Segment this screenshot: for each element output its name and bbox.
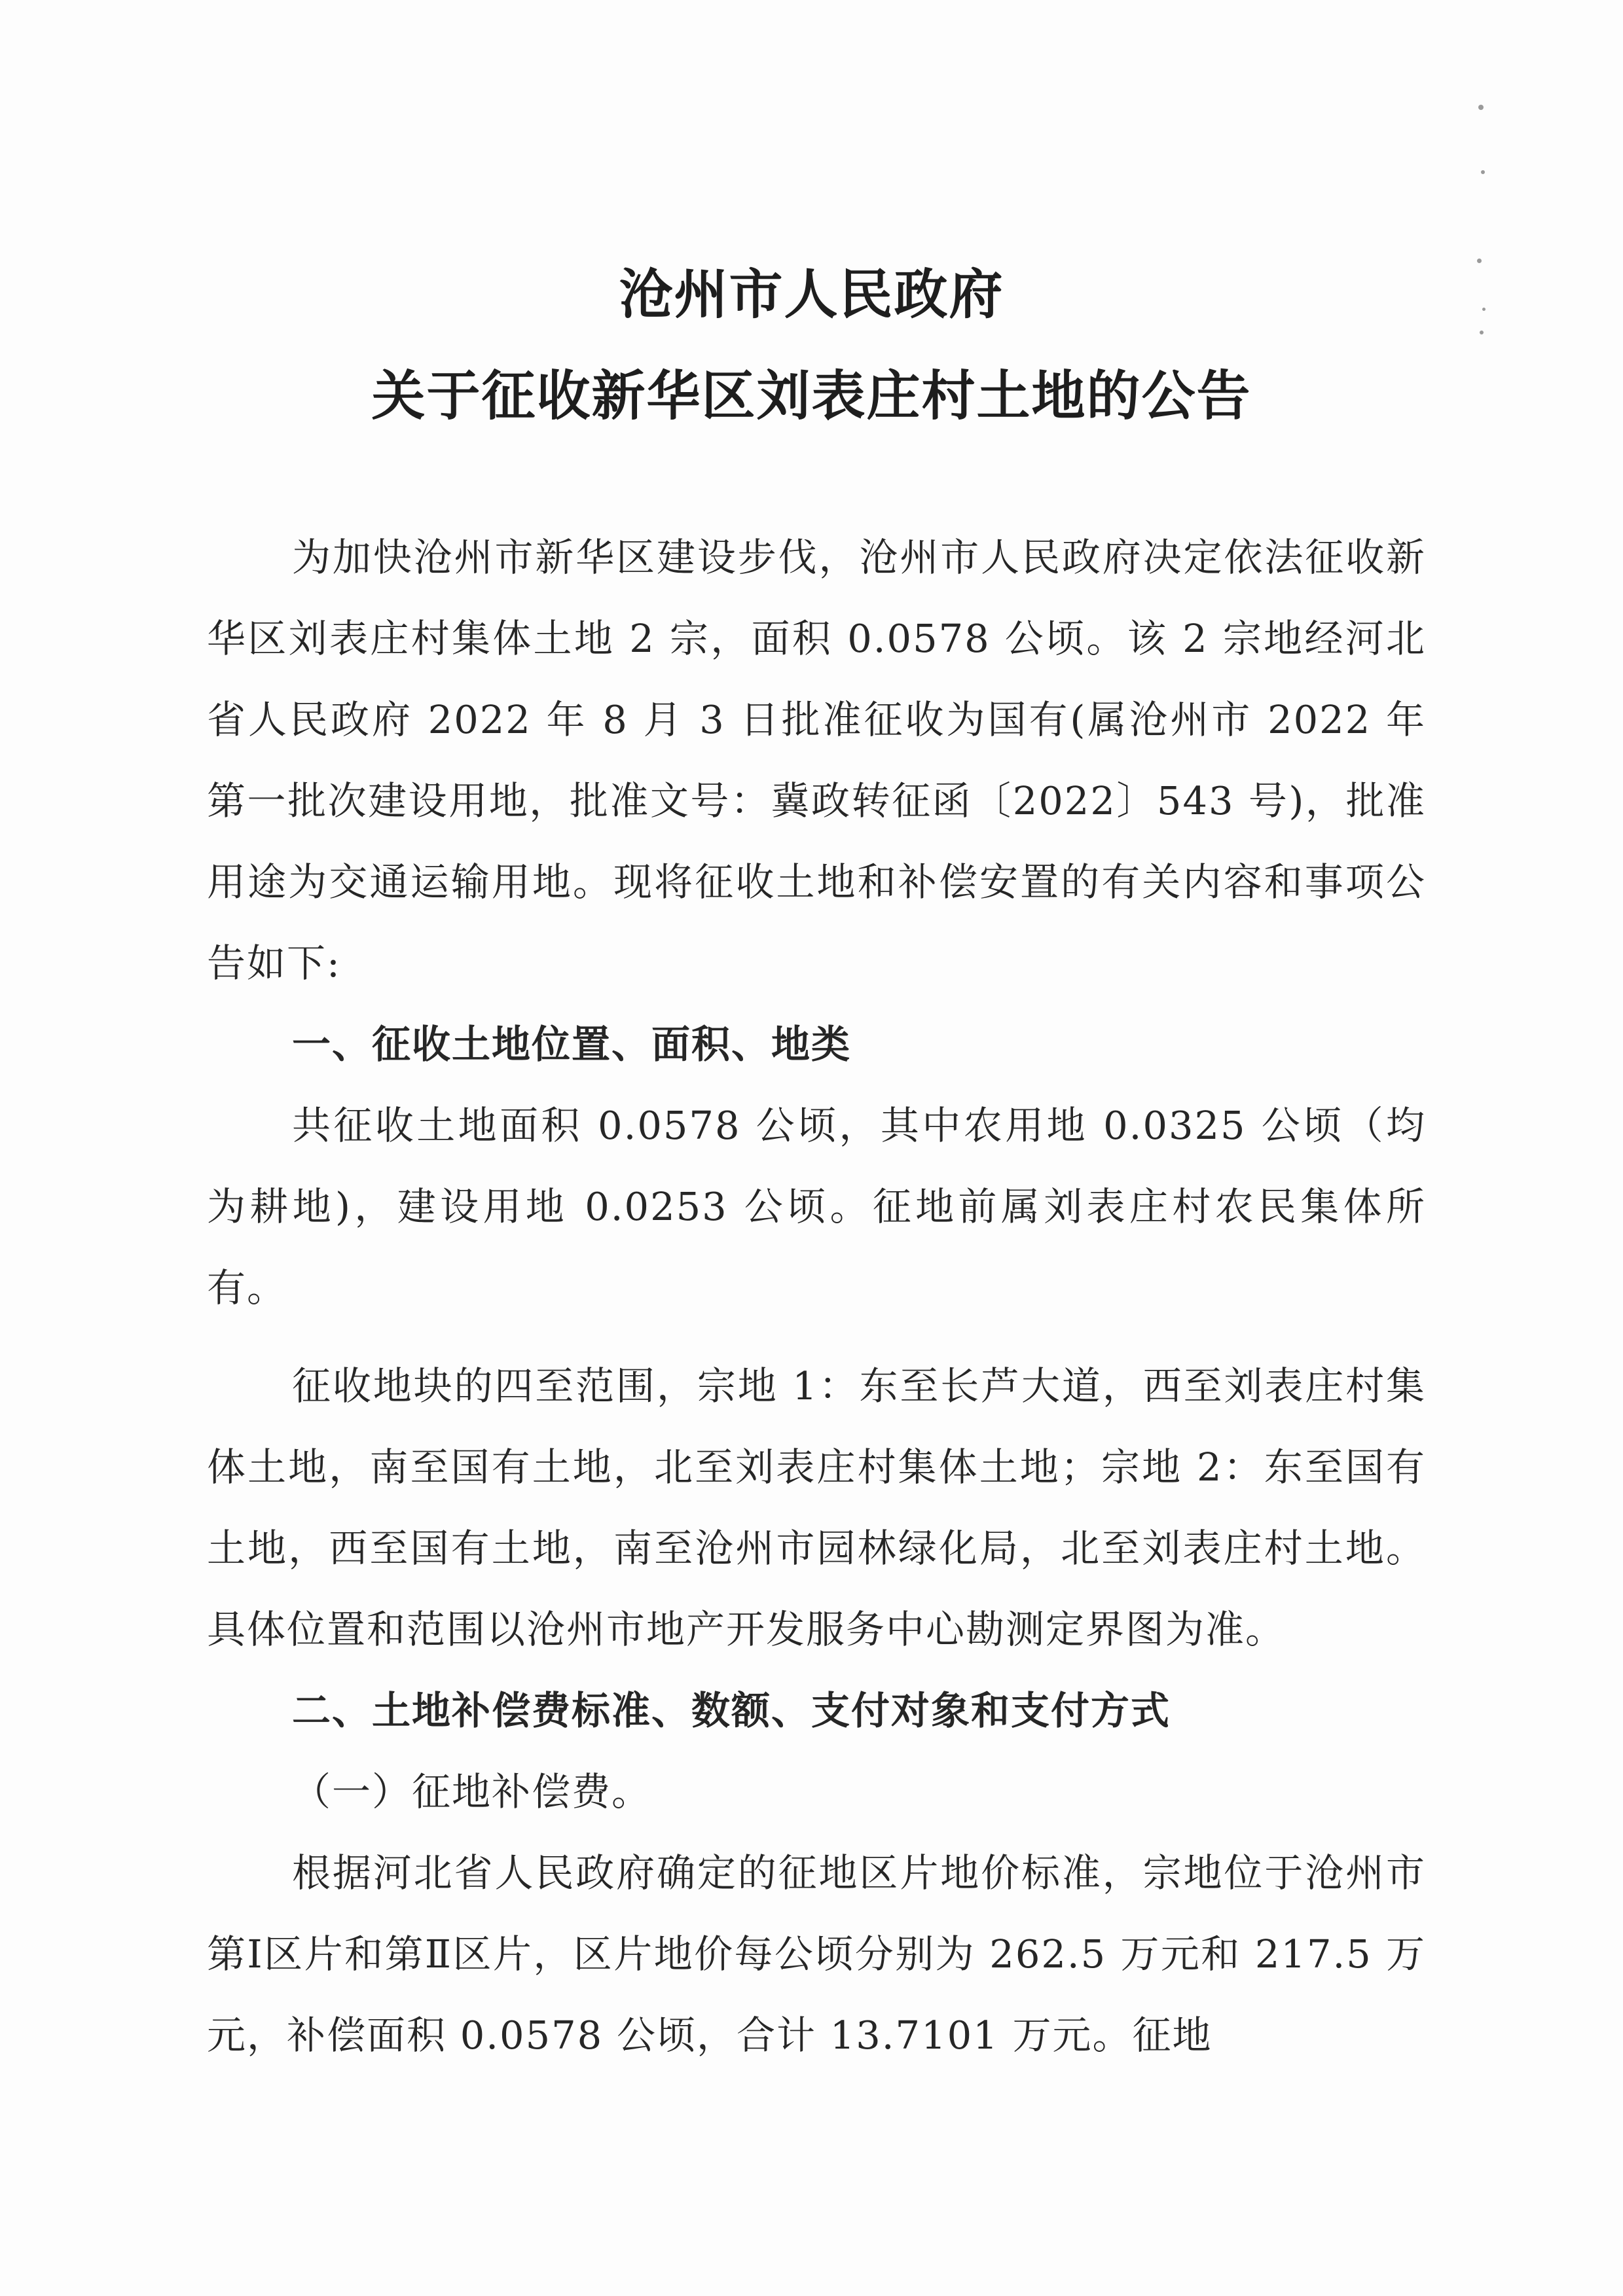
scan-speck <box>1477 259 1482 263</box>
section-2-subheading-1: （一）征地补偿费。 <box>292 1769 652 1814</box>
scan-speck <box>1482 308 1486 311</box>
section-1-heading: 一、征收土地位置、面积、地类 <box>292 1022 852 1067</box>
scan-speck <box>1480 331 1484 334</box>
document-body <box>207 517 1426 2076</box>
intro-paragraph: 为加快沧州市新华区建设步伐，沧州市人民政府决定依法征收新华区刘表庄村集体土地 2 宗，面积 0.0578 公顷。该 2 宗地经河北省人民政府 2022 年 8 月 3 日批准征收为国有(属沧州市 2022 年第一批次建设用地，批准文号：冀政转征函〔2022〕543 号)，批准用途为交通运输用地。现将征收土地和补偿安置的有关内容和事项公告如下: <box>207 535 1426 986</box>
section-1-paragraph-2: 征收地块的四至范围，宗地 1：东至长芦大道，西至刘表庄村集体土地，南至国有土地，北至刘表庄村集体土地；宗地 2：东至国有土地，西至国有土地，南至沧州市园林绿化局，北至刘表庄村土地。具体位置和范围以沧州市地产开发服务中心勘测定界图为准。 <box>207 1363 1426 1652</box>
scan-speck <box>1481 170 1485 174</box>
scan-speck <box>1478 105 1484 110</box>
section-1-paragraph-1: 共征收土地面积 0.0578 公顷，其中农用地 0.0325 公顷（均为耕地)，建设用地 0.0253 公顷。征地前属刘表庄村农民集体所有。 <box>207 1103 1426 1310</box>
section-2-paragraph-1: 根据河北省人民政府确定的征地区片地价标准，宗地位于沧州市第Ⅰ区片和第Ⅱ区片，区片地价每公顷分别为 262.5 万元和 217.5 万元，补偿面积 0.0578 公顷，合计 13.7101 万元。征地 <box>207 1850 1426 2058</box>
document-title-line-1: 沧州市人民政府 <box>619 264 1004 326</box>
section-2-heading: 二、土地补偿费标准、数额、支付对象和支付方式 <box>292 1688 1171 1733</box>
paragraph-gap <box>207 1329 1426 1346</box>
document-title-line-2: 关于征收新华区刘表庄村土地的公告 <box>371 365 1252 427</box>
